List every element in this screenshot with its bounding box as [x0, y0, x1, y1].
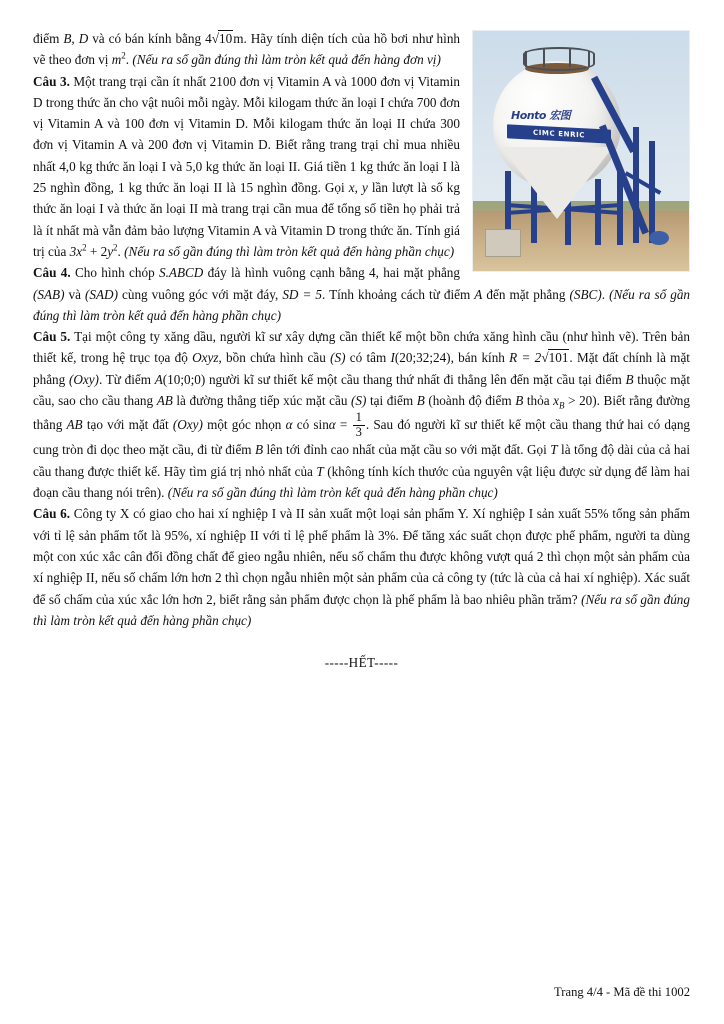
cau4-body-5: . Tính khoảng cách từ điểm: [321, 286, 475, 302]
sqrt-coefficient: 4: [205, 31, 212, 46]
cau5-body-10: tại điểm: [366, 393, 417, 409]
cau5-body-8: thuộc mặt cầu, sao cho cầu thang: [33, 371, 691, 409]
cau4-label: Câu 4.: [33, 265, 71, 281]
cau5-point-a: A: [154, 371, 163, 387]
radicand: 101: [548, 350, 569, 366]
cau4-segment-sd: SD = 5: [282, 286, 322, 302]
cau5-angle-alpha: α: [285, 417, 293, 433]
fraction-one-third: [353, 411, 365, 439]
cau4-body-3: và: [64, 286, 86, 302]
cau4-body-4: cùng vuông góc với mặt đáy,: [117, 286, 283, 302]
cau5-body-15: một góc nhọn: [202, 417, 286, 433]
cau3-var-x: x: [348, 180, 355, 196]
cau2-text-6: .: [125, 52, 133, 68]
cau5-segment-ab-2: AB: [66, 417, 83, 433]
cau6-label: Câu 6.: [33, 506, 71, 522]
cau5-body-19: là tổng độ dài của cả hai cầu thang được thiết kế. Hãy tìm giá trị nhỏ nhất của: [33, 442, 690, 479]
fraction-numerator: 1: [355, 410, 362, 425]
cau5-body-2: , bồn chứa hình cầu: [218, 350, 331, 366]
cau6-body-1: Công ty X có giao cho hai xí nghiệp I và II sản xuất một loại sản phẩm Y. Xí nghiệp I sản xuất 55% tổng sản phẩm với tỉ lệ sản phẩm tốt là 95%, xí nghiệp II với tỉ lệ phế phẩm là 3%. Để tăng xác suất chọn được phế phẩm, người ta dùng một con xúc xắc cân đối đồng chất để gieo ngẫu nhiên, nếu số chấm thu được không vượt quá 2 thì chọn một sản phẩm của xí nghiệp II, nếu số chấm lớn hơn 2 thì chọn ngẫu nhiên một sản phẩm của cả công ty (tức là của cả hai xí nghiệp). Xác suất để số chấm của xúc xắc lớn hơn 2, biết rằng sản phẩm được chọn là phế phẩm là bao nhiêu phần trăm?: [33, 506, 690, 607]
end-of-exam-marker: -----HẾT-----: [324, 655, 399, 671]
cau5-body-14: tạo với mặt đất: [82, 417, 173, 433]
cau5-center-i: I: [390, 350, 395, 366]
cau3-expression-b: y: [107, 243, 114, 259]
cau5-body-18: lên tới đỉnh cao nhất của mặt cầu so với mặt đất. Gọi: [263, 442, 551, 458]
cau5-body-1: Tại một công ty xăng dầu, người kĩ sư xây dựng cần thiết kế một bồn chứa xăng hình cầu (như hình vẽ). Trên bản thiết kế, trong hệ trục tọa độ: [33, 329, 690, 366]
cau5-body-20: (không tính kích thước của nguyên vật liệu được sử dụng để làm hai đoạn cầu thang nói trên).: [33, 463, 690, 501]
cau2-text-1: điểm: [33, 31, 64, 46]
cau5-body-16: có: [292, 417, 314, 433]
figure-spherical-tank: [472, 30, 690, 272]
cau5-point-a-coords: (10;0;0): [162, 371, 206, 387]
tank-photo: [472, 30, 690, 272]
cau2-unit-msq: m: [111, 52, 122, 68]
tank-brand-logo: Honto 宏图: [511, 109, 571, 122]
cau4-point-a: A: [474, 286, 483, 302]
sqrt-expression-4root10: [205, 28, 233, 49]
cau5-center-coords: (20;32;24): [394, 350, 451, 366]
cau2-text-3: và có bán kính bằng: [88, 31, 206, 46]
cau5-point-b-4: B: [255, 442, 264, 458]
cau5-abscissa-relation: > 20: [564, 393, 593, 409]
cau3-rounding-note: (Nếu ra số gần đúng thì làm tròn kết quả đến hàng phần chục): [124, 243, 455, 259]
cau5-body-3: có tâm: [345, 350, 391, 366]
cau5-body-11: (hoành độ điểm: [424, 393, 516, 409]
cau3-var-y: y: [361, 180, 368, 196]
paragraph-cau6: [33, 503, 690, 631]
cau2-rounding-note: (Nếu ra số gần đúng thì làm tròn kết quả đến hàng đơn vị): [132, 52, 441, 68]
cau6-rounding-note: (Nếu ra số gần đúng thì làm tròn kết quả đến hàng phần chục): [33, 591, 690, 628]
cau5-plane-oxy: (Oxy): [68, 371, 99, 387]
railing-post: [525, 51, 527, 67]
cau5-body-5: . Mặt đất chính là mặt phẳng: [33, 350, 690, 387]
cau3-body-2: lần lượt là số kg thức ăn loại I và thức ăn loại II mà trang trại cần mua để tổng số tiền họ phải trả là ít nhất mà vẫn đảm bảo lượng Vitamin A và Vitamin D trong thức ăn. Tính giá trị của: [33, 180, 460, 259]
cau5-abscissa-xb-subscript: B: [559, 400, 565, 411]
cau5-coordinate-system-oxyz: Oxyz: [192, 350, 219, 366]
cau4-rounding-note: (Nếu ra số gần đúng thì làm tròn kết quả đến hàng phần chục): [33, 286, 691, 323]
tank-top-railing: [523, 47, 595, 71]
cau5-segment-ab-1: AB: [156, 393, 173, 409]
railing-post: [543, 48, 545, 67]
cau4-body-7: .: [601, 286, 610, 302]
cau5-body-13: ). Biết rằng đường thẳng: [33, 393, 690, 433]
cau3-expression-a: 3x: [69, 243, 83, 259]
cau5-body-17: . Sau đó người kĩ sư thiết kế một cầu thang thứ hai có dạng cung tròn đi dọc theo mặt cầu, đi từ điểm: [33, 417, 691, 458]
tank-cone-bottom: [501, 147, 613, 219]
cau4-plane-sad: (SAD): [85, 286, 118, 302]
cau2-text-2: ,: [71, 31, 79, 46]
cau5-body-4: , bán kính: [450, 350, 510, 366]
railing-post: [569, 48, 571, 67]
cau2-unit-m: m: [233, 31, 244, 46]
cau5-point-b-3: B: [515, 393, 524, 409]
cau4-pyramid-sabcd: S.ABCD: [159, 265, 204, 281]
cau5-total-t: T: [550, 442, 558, 458]
ground-shed: [485, 229, 521, 257]
cau3-expression-a-exponent: 2: [82, 242, 87, 253]
cau4-plane-sab: (SAB): [33, 286, 65, 302]
cau5-point-b-2: B: [416, 393, 425, 409]
cau3-body-1: Một trang trại cần ít nhất 2100 đơn vị Vitamin A và 1000 đơn vị Vitamin D trong thức ăn cho vật nuôi mỗi ngày. Mỗi kilogam thức ăn loại I chứa 700 đơn vị Vitamin A và 100 đơn vị Vitamin D. Mỗi kilogam thức ăn loại II chứa 300 đơn vị Vitamin A và 200 đơn vị Vitamin D. Biết rằng trang trại chỉ mua nhiều nhất 4,0 kg thức ăn loại I và 5,0 kg thức ăn loại II. Giá tiền 1 kg thức ăn loại I là 25 nghìn đồng, 1 kg thức ăn loại II là 15 nghìn đồng. Gọi: [33, 73, 461, 196]
cau4-body-2: đáy là hình vuông cạnh bằng 4, hai mặt phẳng: [203, 265, 460, 281]
cau4-plane-sbc: (SBC): [569, 286, 602, 302]
cau3-comma: ,: [354, 180, 362, 196]
cau5-body-6: . Từ điểm: [98, 371, 155, 387]
cau5-body-7: người kĩ sư thiết kế một cầu thang thứ nhất đi thẳng lên đến mặt cầu tại điểm: [205, 371, 626, 387]
cau5-angle-alpha-2: α: [328, 417, 336, 433]
fraction-denominator: 3: [353, 425, 365, 440]
paragraph-cau5: [33, 326, 690, 503]
cau5-equals: =: [335, 417, 352, 433]
cau4-body-1: Cho hình chóp: [70, 265, 159, 281]
cau2-unit-msq-exponent: 2: [121, 50, 126, 61]
sqrt-expression-root101: [541, 347, 569, 368]
cau5-label: Câu 5.: [33, 329, 71, 345]
staircase-support: [633, 127, 639, 243]
cau5-total-t-2: T: [316, 463, 324, 479]
cau5-sphere-s: (S): [330, 350, 346, 366]
cau5-abscissa-xb: x: [553, 393, 559, 409]
cau3-label: Câu 3.: [33, 73, 70, 89]
cau3-expression-plus: + 2: [86, 243, 108, 259]
cau4-body-6: đến mặt phẳng: [482, 286, 570, 302]
cau5-rounding-note: (Nếu ra số gần đúng thì làm tròn kết quả đến hàng phần chục): [167, 485, 498, 501]
radicand: 10: [219, 31, 233, 46]
cau5-body-9: là đường thẳng tiếp xúc mặt cầu: [172, 393, 352, 409]
cau2-text-5: . Hãy tính diện tích của hồ bơi như hình vẽ theo đơn vị: [33, 31, 461, 68]
cau3-body-3: .: [117, 243, 125, 259]
radical-sign: √: [211, 31, 220, 46]
cau5-sphere-s-2: (S): [351, 393, 367, 409]
cau2-point-d: D: [78, 31, 89, 46]
page-footer: Trang 4/4 - Mã đề thi 1002: [554, 985, 690, 999]
cau3-expression-b-exponent: 2: [113, 242, 118, 253]
cau5-body-12: thỏa: [523, 393, 554, 409]
tank-brand-band: CIMC ENRIC: [507, 124, 611, 143]
radical-sign: √: [541, 350, 549, 366]
page-content: [33, 28, 690, 671]
cau5-point-b-1: B: [625, 371, 634, 387]
ground-small-tank: [649, 231, 669, 245]
cau5-sin-function: sin: [313, 417, 329, 433]
cau2-point-b: B: [63, 31, 72, 46]
cau5-plane-oxy-2: (Oxy): [172, 417, 203, 433]
railing-post: [588, 51, 590, 67]
cau5-radius-r: R = 2: [509, 350, 542, 366]
